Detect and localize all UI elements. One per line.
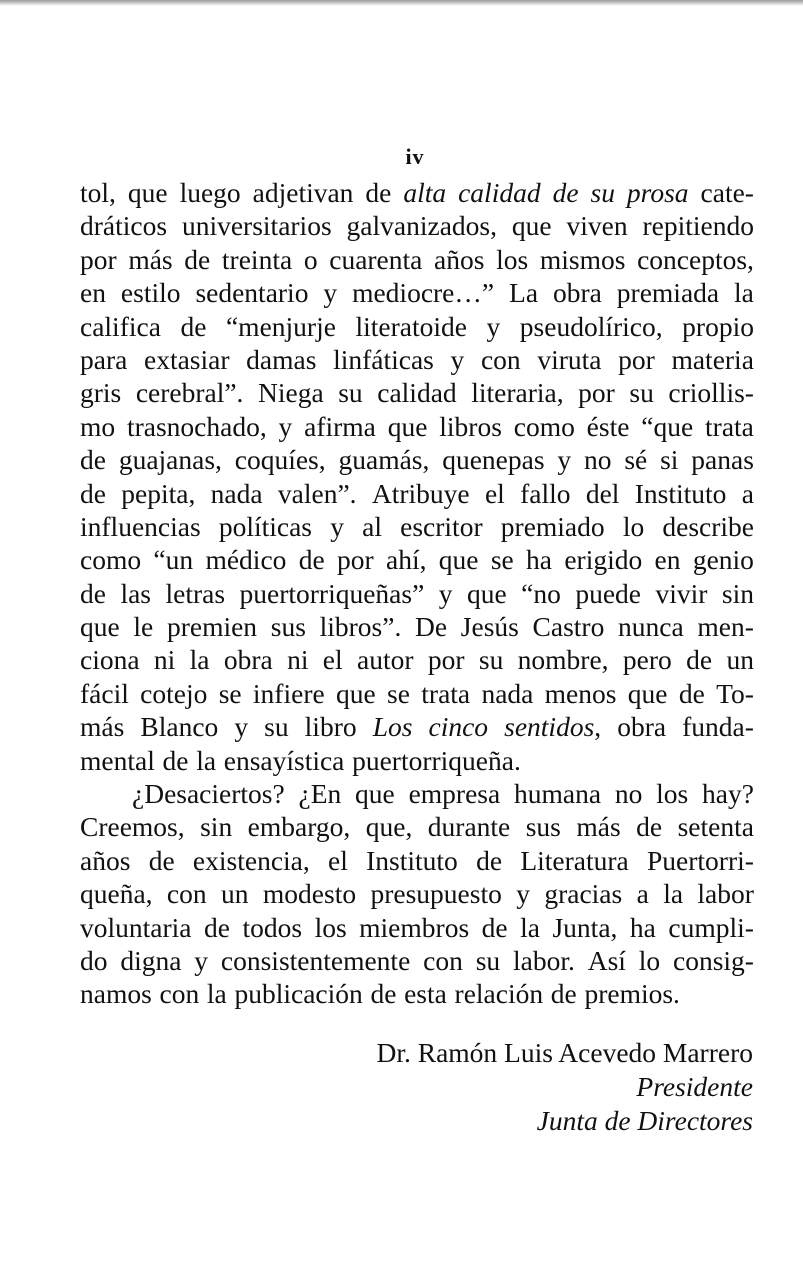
- word: que: [511, 210, 552, 242]
- word: Niega: [258, 377, 324, 409]
- word: con: [423, 944, 463, 976]
- word: de: [552, 177, 579, 208]
- word: que: [127, 177, 168, 208]
- word: libros: [439, 410, 502, 442]
- word: con: [480, 343, 521, 375]
- word: de: [481, 911, 508, 943]
- word: y: [557, 444, 572, 476]
- word: conceptos,: [637, 243, 754, 275]
- word: y: [278, 410, 293, 442]
- word: voluntaria: [80, 911, 192, 943]
- word: existencia,: [192, 844, 310, 876]
- text-line: [80, 777, 754, 810]
- word: luego: [179, 177, 241, 208]
- word: a: [636, 878, 649, 910]
- word: premien: [166, 611, 258, 643]
- word: De: [415, 611, 448, 643]
- word: Castro: [532, 611, 605, 643]
- word: la: [206, 978, 227, 1010]
- word: los: [496, 243, 529, 275]
- word: de: [180, 310, 207, 342]
- signature-name: Dr. Ramón Luis Acevedo Marrero: [376, 1037, 753, 1068]
- word: éste: [586, 410, 630, 442]
- word: consistentemente: [220, 944, 411, 976]
- word: materia: [671, 343, 754, 375]
- word: esta: [404, 978, 447, 1010]
- word: labor.: [512, 944, 575, 976]
- word: pseudolírico,: [519, 310, 663, 342]
- word: premios.: [584, 978, 680, 1010]
- word: dráticos: [80, 210, 168, 242]
- word: namos: [80, 978, 152, 1010]
- word: prosa: [626, 177, 689, 208]
- word: cumpli-: [668, 911, 754, 943]
- word: como: [80, 544, 142, 576]
- word: digna: [120, 944, 182, 976]
- word: como: [513, 410, 575, 442]
- word: embargo,: [247, 811, 351, 843]
- word: libros”.: [319, 611, 402, 643]
- word: de: [80, 477, 106, 509]
- text-line: [80, 844, 754, 877]
- text-line: [80, 376, 754, 409]
- word: lo: [622, 510, 645, 542]
- word: Creemos,: [80, 811, 185, 843]
- word: nombre,: [517, 644, 609, 676]
- word: literatoide: [355, 310, 467, 342]
- word: para: [80, 343, 128, 375]
- word: coquíes,: [234, 444, 326, 476]
- word: con: [159, 978, 200, 1010]
- word: empresa: [408, 778, 501, 810]
- word: un: [726, 644, 754, 676]
- word: en: [654, 544, 681, 576]
- word: universitarios: [181, 210, 332, 242]
- word: Literatura: [520, 844, 629, 876]
- word: genio: [692, 544, 754, 576]
- word: si: [660, 444, 679, 476]
- word: nada: [481, 677, 534, 709]
- word: hay?: [702, 778, 754, 810]
- word: extasiar: [143, 343, 230, 375]
- word: los: [314, 911, 347, 943]
- word: más: [80, 711, 125, 743]
- word: galvanizados,: [346, 210, 497, 242]
- word: autor: [357, 644, 414, 676]
- word: de: [148, 844, 175, 876]
- text-line: [80, 176, 754, 209]
- word: afirma: [304, 410, 376, 442]
- word: sin: [200, 811, 233, 843]
- word: Puertorri-: [646, 844, 754, 876]
- word: todos: [242, 911, 303, 943]
- word: de: [678, 677, 705, 709]
- word: cate-: [700, 177, 754, 208]
- word: y: [486, 310, 501, 342]
- word: Los: [372, 711, 413, 743]
- word: obra: [617, 711, 667, 743]
- word: al: [362, 510, 382, 542]
- text-line: [80, 543, 754, 576]
- text-line: [80, 510, 754, 543]
- text-line: [80, 410, 754, 443]
- word: mediocre…”: [352, 277, 495, 309]
- word: su: [475, 944, 501, 976]
- word: erigido: [564, 544, 643, 576]
- text-line: [80, 477, 754, 510]
- word: [504, 710, 601, 743]
- word: de: [686, 644, 713, 676]
- word: el: [484, 477, 505, 509]
- word: nunca: [618, 611, 684, 643]
- word: lo: [638, 944, 661, 976]
- word: la: [189, 644, 210, 676]
- word: “menjurje: [225, 310, 336, 342]
- word: médico: [205, 544, 287, 576]
- word: obra: [552, 277, 602, 309]
- text-line: [80, 343, 754, 376]
- word: que,: [365, 811, 413, 843]
- word: To-: [716, 677, 754, 709]
- word: la: [734, 277, 754, 309]
- word: influencias: [80, 510, 201, 542]
- word: cuarenta: [329, 243, 423, 275]
- word: adjetivan: [252, 177, 354, 208]
- word: se: [387, 677, 410, 709]
- word: guajanas,: [118, 444, 222, 476]
- word: de: [204, 911, 230, 943]
- text-line: [80, 577, 754, 610]
- word: que: [387, 410, 428, 442]
- word: años: [80, 844, 131, 876]
- word: su: [338, 377, 363, 409]
- word: cinco: [428, 711, 489, 743]
- word: de: [365, 177, 392, 208]
- word: del: [585, 477, 620, 509]
- word: fácil: [80, 677, 129, 709]
- word: le: [133, 611, 154, 643]
- word: Junta,: [552, 911, 618, 943]
- word: “que: [641, 410, 694, 442]
- word: ni: [153, 644, 176, 676]
- text-line: [80, 276, 754, 309]
- word: men-: [697, 611, 754, 643]
- word: “no: [521, 577, 561, 609]
- word: durante: [427, 811, 511, 843]
- text-line: [80, 911, 754, 944]
- page-number: iv: [405, 144, 425, 169]
- word: mental: [80, 744, 155, 776]
- word: califica: [80, 310, 161, 342]
- word: su: [629, 377, 654, 409]
- signature-organization: Junta de Directores: [536, 1105, 753, 1136]
- word: por: [80, 243, 117, 275]
- text-line: [80, 310, 754, 343]
- word: trata: [421, 677, 471, 709]
- word: La: [509, 277, 539, 309]
- word: ¿Desaciertos?: [132, 778, 285, 810]
- word: ha: [526, 544, 553, 576]
- word: y: [234, 711, 249, 743]
- word: treinta: [221, 243, 293, 275]
- word: sus: [525, 811, 561, 843]
- word: repitiendo: [642, 210, 754, 242]
- word: ha: [629, 911, 656, 943]
- word: de: [80, 577, 106, 609]
- text-line: [80, 243, 754, 276]
- word: o: [303, 243, 318, 275]
- signature-title: Presidente: [636, 1071, 753, 1102]
- word: políticas: [218, 510, 313, 542]
- word: y: [516, 878, 530, 910]
- word: se: [490, 544, 514, 576]
- word: años: [434, 243, 485, 275]
- word: sentidos: [504, 711, 595, 743]
- word: la: [196, 744, 217, 776]
- word: pero: [622, 644, 672, 676]
- word: y: [450, 343, 465, 375]
- word: por: [578, 377, 615, 409]
- word: premiado: [500, 510, 605, 542]
- word: publicación: [234, 978, 363, 1010]
- text-line: [80, 209, 754, 242]
- word: sedentario: [195, 277, 309, 309]
- word: sé: [624, 444, 648, 476]
- word: mo: [80, 410, 116, 442]
- word: labor: [697, 878, 754, 910]
- word: Jesús: [460, 611, 519, 643]
- word: miembros: [359, 911, 470, 943]
- body-text: [80, 176, 754, 1011]
- word: premiada: [616, 277, 720, 309]
- word: que: [466, 577, 507, 609]
- word: de: [184, 243, 211, 275]
- word: por: [427, 644, 465, 676]
- word: mismos: [539, 243, 626, 275]
- word: criollis-: [668, 377, 754, 409]
- word: el: [328, 844, 348, 876]
- text-line: [80, 677, 754, 710]
- signature-block: [376, 1036, 753, 1138]
- word: consig-: [672, 944, 754, 976]
- word: y: [323, 277, 338, 309]
- word: guamás,: [338, 444, 430, 476]
- word: con: [166, 878, 207, 910]
- word: queña,: [80, 878, 153, 910]
- word: do: [80, 944, 108, 976]
- word: ahí,: [385, 544, 427, 576]
- word: relación: [454, 978, 544, 1010]
- word: trasnochado,: [126, 410, 267, 442]
- word: puertorriqueñas”: [239, 577, 425, 609]
- word: que: [80, 611, 120, 643]
- word: pepita,: [121, 477, 196, 509]
- word: cerebral”.: [135, 377, 244, 409]
- word: viruta: [537, 343, 602, 375]
- word: ciona: [80, 644, 140, 676]
- word: que: [336, 677, 376, 709]
- word: damas: [246, 343, 317, 375]
- word: su: [590, 177, 615, 208]
- word: ,: [594, 711, 602, 743]
- word: de: [636, 811, 663, 843]
- word: calidad: [377, 377, 457, 409]
- word: de: [370, 978, 397, 1010]
- page-top-edge: [0, 0, 803, 6]
- word: fallo: [520, 477, 571, 509]
- word: modesto: [262, 878, 357, 910]
- word: puede: [575, 577, 642, 609]
- text-line: [80, 610, 754, 643]
- word: no: [583, 444, 612, 476]
- word: calidad: [458, 177, 541, 208]
- word: gris: [80, 377, 122, 409]
- word: por: [337, 544, 374, 576]
- word: funda-: [682, 711, 754, 743]
- word: valen”.: [277, 477, 357, 509]
- word: viven: [566, 210, 628, 242]
- text-line: [80, 877, 754, 910]
- word: describe: [662, 510, 754, 542]
- word: sin: [721, 577, 754, 609]
- word: Blanco: [140, 711, 219, 743]
- word: en: [80, 277, 106, 309]
- word: nada: [210, 477, 263, 509]
- word: de: [550, 978, 577, 1010]
- word: tol,: [80, 177, 116, 208]
- word: y: [194, 944, 209, 976]
- word: trata: [705, 410, 754, 442]
- word: humana: [513, 778, 602, 810]
- word: por: [618, 343, 655, 375]
- word: la: [663, 878, 684, 910]
- word: su: [478, 644, 504, 676]
- word: menos: [544, 677, 617, 709]
- word: su: [264, 711, 289, 743]
- word: la: [520, 911, 540, 943]
- word: panas: [691, 444, 754, 476]
- word: que: [438, 544, 479, 576]
- text-line: [80, 944, 754, 977]
- word: cotejo: [140, 677, 208, 709]
- word: quenepas: [442, 444, 545, 476]
- word: ensayística: [223, 744, 345, 776]
- word: ni: [287, 644, 309, 676]
- word: estilo: [120, 277, 181, 309]
- word: se: [218, 677, 242, 709]
- word: de: [298, 544, 325, 576]
- word: letras: [165, 577, 226, 609]
- text-line: [80, 977, 754, 1010]
- word: que: [355, 778, 395, 810]
- word: presupuesto: [370, 878, 502, 910]
- word: a: [741, 477, 754, 509]
- word: escritor: [400, 510, 483, 542]
- word: propio: [682, 310, 754, 342]
- word: vivir: [655, 577, 708, 609]
- word: Atribuye: [371, 477, 470, 509]
- word: más: [576, 811, 621, 843]
- word: el: [322, 644, 343, 676]
- text-line: [80, 744, 754, 777]
- text-line: [80, 810, 754, 843]
- word: literaria,: [471, 377, 564, 409]
- text-line: [80, 710, 754, 743]
- word: no: [614, 778, 643, 810]
- word: de: [80, 444, 106, 476]
- word: infiere: [252, 677, 325, 709]
- word: Así: [587, 944, 626, 976]
- word: los: [656, 778, 689, 810]
- word: que: [627, 677, 668, 709]
- word: un: [221, 878, 249, 910]
- word: y: [438, 577, 453, 609]
- word: de: [476, 844, 503, 876]
- word: Instituto: [366, 844, 458, 876]
- word: las: [120, 577, 151, 609]
- text-line: [80, 643, 754, 676]
- word: libro: [304, 711, 357, 743]
- word: linfáticas: [333, 343, 434, 375]
- word: puertorriqueña.: [352, 744, 521, 776]
- word: “un: [153, 544, 194, 576]
- word: obra: [223, 644, 273, 676]
- word: alta: [403, 177, 447, 208]
- word: Instituto: [634, 477, 727, 509]
- word: gracias: [544, 878, 623, 910]
- text-line: [80, 443, 754, 476]
- word: y: [330, 510, 344, 542]
- word: más: [128, 243, 173, 275]
- word: ¿En: [298, 778, 342, 810]
- word: de: [162, 744, 189, 776]
- word: setenta: [677, 811, 754, 843]
- word: sus: [270, 611, 306, 643]
